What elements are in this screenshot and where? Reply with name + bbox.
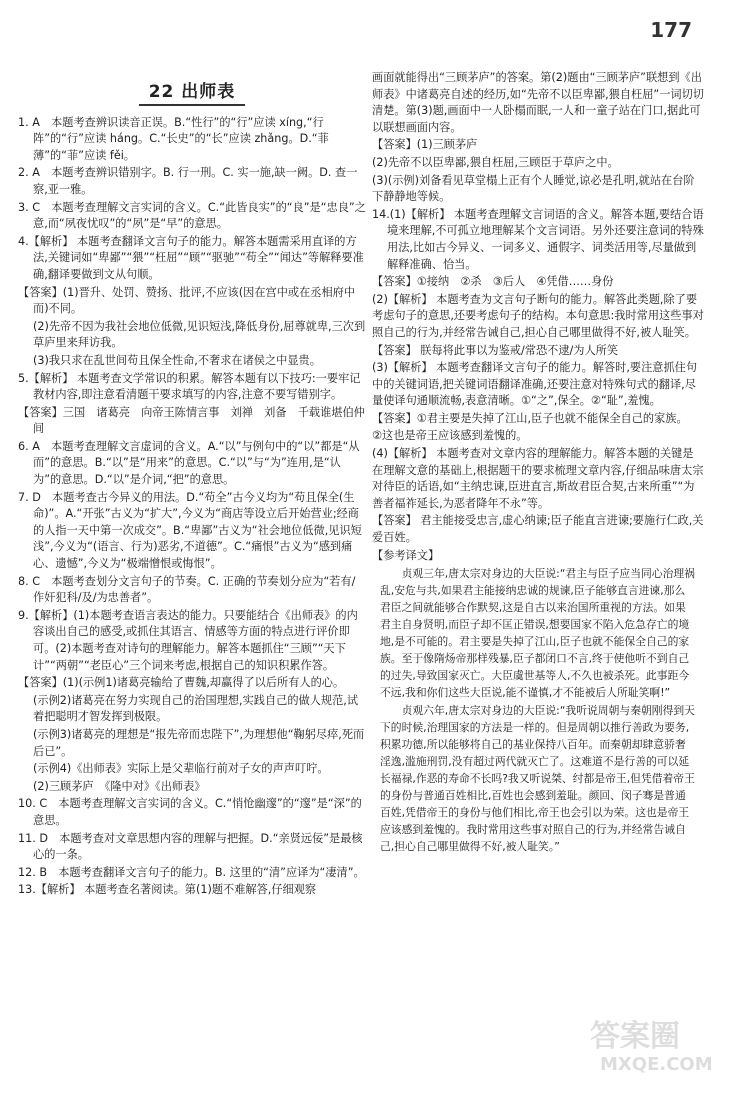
left-paragraph: 4.【解析】 本题考查翻译文言句子的能力。解答本题需采用直译的方法,关键词如“卑鄙”“猥”“枉屈”“顾”“驱驰”“苟全”“闻达”等解释要准确,翻译要做到文从句顺。 xyxy=(18,234,364,281)
left-paragraph: 2. A 本题考查辨识错别字。B. 行一刑。C. 实一施,缺一阙。D. 查一察,亚一雅。 xyxy=(18,166,358,196)
right-paragraph: ②这也是帝王应该感到羞愧的。 xyxy=(372,429,528,443)
left-paragraph: (示例2)诸葛亮在努力实现自己的治国理想,实践自己的做人规范,试着把聪明才智发挥到极限。 xyxy=(33,693,359,724)
right-paragraph: 画面就能得出“三顾茅庐”的答案。第(2)题由“三顾茅庐”联想到《出师表》中诸葛亮自述的经历,如“先帝不以臣卑鄙,猥自枉屈”一词切切清楚。第(3)题,画面中一人卧榻而眠,一人和一童子站在门口,据此可以联想画面内容。 xyxy=(372,71,704,134)
left-paragraph: 6. A 本题考查理解文言虚词的含义。A.“以”与例句中的“以”都是“从而”的意思。B.“以”是“用来”的意思。C.“以”与“为”连用,是“认为”的意思。D.“以”是介词,“把”的意思。 xyxy=(18,439,360,487)
right-paragraph: 【答案】①君主要是失掉了江山,臣子也就不能保全自己的家族。 xyxy=(372,411,688,425)
left-paragraph: 1. A 本题考查辨识读音正误。B.“性行”的“行”应读 xíng,“行阵”的“行”应读 háng。C.“长史”的“长”应读 zhǎng。D.“菲薄”的“菲”应读 fěi。 xyxy=(18,115,329,162)
page-number: 177 xyxy=(650,18,692,42)
right-paragraph: 【答案】 君主能接受忠言,虚心纳谏;臣子能直言进谏;要施行仁政,关爱百姓。 xyxy=(372,514,704,545)
svg-text:MXQE.COM: MXQE.COM xyxy=(600,1054,713,1075)
right-body xyxy=(372,70,704,855)
left-paragraph: (示例3)诸葛亮的理想是“报先帝而忠陛下”,为理想他“鞠躬尽瘁,死而后已”。 xyxy=(33,727,365,758)
left-paragraph: 8. C 本题考查划分文言句子的节奏。C. 正确的节奏划分应为“若有/作奸犯科/及/为忠善者”。 xyxy=(18,574,356,605)
left-paragraph: 【答案】(1)晋升、处罚、赞扬、批评,不应该(因在宫中或在丞相府中而)不同。 xyxy=(18,285,356,316)
left-paragraph: 3. C 本题考查理解文言实词的含义。C.“此皆良实”的“良”是“忠良”之意,而“夙夜忧叹”的“夙”是“早”的意思。 xyxy=(18,200,366,231)
left-paragraph: (示例4)《出师表》实际上是父辈临行前对子女的声声叮咛。 xyxy=(33,762,329,776)
section-title xyxy=(18,84,366,105)
right-paragraph: 14.(1)【解析】 本题考查理解文言词语的含义。解答本题,要结合语境来理解,不可孤立地理解某个文言词语。另外还要注意词的特殊用法,比如古今异义、一词多义、通假字、词类活用等,尽量做到解释准确、恰当。 xyxy=(372,207,704,271)
left-paragraph: 13.【解析】 本题考查名著阅读。第(1)题不难解答,仔细观察 xyxy=(18,883,317,897)
right-paragraph: 【参考译文】 xyxy=(372,548,440,562)
left-paragraph: 9.【解析】(1)本题考查语言表达的能力。只要能结合《出师表》的内容谈出自己的感受,或抓住其语言、情感等方面的特点进行评价即可。(2)本题考查对诗句的理解能力。解答本题抓住“三顾”“天下计”“两朝”“老臣心”三个词来考虑,根据自己的知识积累作答。 xyxy=(18,608,358,672)
left-paragraph: 12. B 本题考查翻译文言句子的能力。B. 这里的“清”应译为“凄清”。 xyxy=(18,865,365,879)
left-paragraph: 5.【解析】 本题考查文学常识的积累。解答本题有以下技巧:一要牢记教材内容,即注意看清题干要求填写的内容,注意不要写错别字。 xyxy=(18,371,361,402)
left-paragraph: (2)先帝不因为我社会地位低微,见识短浅,降低身份,屈尊就卑,三次到草庐里来拜访我。 xyxy=(33,319,366,350)
right-paragraph: 【答案】 朕每将此事以为鉴戒/常恐不逮/为人所笑 xyxy=(372,343,619,357)
right-paragraph: 贞观六年,唐太宗对身边的大臣说:“我听说周朝与秦朝刚得到天下的时候,治理国家的方法是一样的。但是周朝以推行善政为要务,积累功德,所以能够将自己的基业保持八百年。而秦朝却肆意骄奢淫逸,滥施刑罚,没有超过两代就灭亡了。这难道不是行善的可以延长福禄,作恶的寿命不长吗?我又听说桀、纣都是帝王,但凭借着帝王的身份与普通百姓相比,百姓也会感到羞耻。颜回、闵子骞是普通百姓,凭借帝王的身份与他们相比,帝王也会引以为荣。这也是帝王应该感到羞愧的。我时常用这些事对照自己的行为,并经常告诫自己,担心自己哪里做得不好,被人耻笑。” xyxy=(380,704,695,854)
right-paragraph: 【答案】(1)三顾茅庐 xyxy=(372,138,478,152)
left-paragraph: (3)我只求在乱世间苟且保全性命,不奢求在诸侯之中显贵。 xyxy=(33,353,321,367)
right-paragraph: (4)【解析】 本题考查对文章内容的理解能力。解答本题的关键是在理解文意的基础上,根据题干的要求梳理文章内容,仔细品味唐太宗对待臣的话语,如“主纳忠谏,臣进直言,斯故君臣合契,古来所重”“为善者福祚延长,为恶者降年不永”等。 xyxy=(372,447,704,510)
watermark-logo-icon xyxy=(586,1012,736,1076)
left-paragraph: 11. D 本题考查对文章思想内容的理解与把握。D.“亲贤远佞”是最核心的一条。 xyxy=(18,831,363,862)
right-paragraph: (3)(示例)刘备看见草堂榻上正有个人睡觉,谅必是孔明,就站在台阶下静静地等候。 xyxy=(372,173,695,204)
svg-text:答案圈: 答案圈 xyxy=(590,1019,680,1054)
left-column xyxy=(18,84,366,900)
left-body xyxy=(18,115,366,899)
left-paragraph: 7. D 本题考查古今异义的用法。D.“苟全”古今义均为“苟且保全(生命)”。A.“开张”古义为“扩大”,今义为“商店等设立后开始营业;经商的人指一天中第一次成交”。B.“卑鄙”古义为“社会地位低微,见识短浅”,今义为“(语言、行为)恶劣,不道德”。C.“痛恨”古义为“感到痛心、遗憾”,今义为“极端憎恨或悔恨”。 xyxy=(18,490,362,571)
right-paragraph: (3)【解析】 本题考查翻译文言句子的能力。解答时,要注意抓住句中的关键词语,把关键词语翻译准确,还要注意对特殊句式的翻译,尽量使译句通顺流畅,表意清晰。①“之”,保全。②“耻”,羞愧。 xyxy=(372,361,698,408)
right-paragraph: 【答案】①接纳 ②杀 ③后人 ④凭借……身份 xyxy=(372,275,614,289)
section-title-text: 22 出师表 xyxy=(139,82,246,106)
right-paragraph: (2)先帝不以臣卑鄙,猥自枉屈,三顾臣于草庐之中。 xyxy=(372,155,619,169)
right-column xyxy=(372,70,704,856)
left-paragraph: 【答案】三国 诸葛亮 向帝王陈情言事 刘禅 刘备 千载谁堪伯仲间 xyxy=(18,405,365,436)
left-paragraph: (2)三顾茅庐 《隆中对》《出师表》 xyxy=(33,779,206,793)
left-paragraph: 【答案】(1)(示例1)诸葛亮输给了曹魏,却赢得了以后所有人的心。 xyxy=(18,676,345,690)
right-paragraph: 贞观三年,唐太宗对身边的大臣说:“君主与臣子应当同心治理祸乱,安危与共,如果君主能接纳忠诚的规谏,臣子能够直言进谏,那么君臣之间就能够合作默契,这是自古以来治国所重视的方法。如果君主自身贤明,而臣子却不匡正错误,想要国家不陷入危急存亡的境地,是不可能的。君主要是失掉了江山,臣子也就不能保全自己的家族。至于像隋炀帝那样残暴,臣子都闭口不言,终于使他听不到自己的过失,导致国家灭亡。大臣虞世基等人,不久也被杀死。此事距今不远,我和你们这些大臣说,能不谨慎,才不能被后人所耻笑啊!” xyxy=(380,567,695,700)
left-paragraph: 10. C 本题考查理解文言实词的含义。C.“悄怆幽邃”的“邃”是“深”的意思。 xyxy=(18,797,362,827)
right-paragraph: (2)【解析】 本题考查为文言句子断句的能力。解答此类题,除了要考虑句子的意思,还要考虑句子的结构。本句意思:我时常用这些事对照自己的行为,并经常告诫自己,担心自己哪里做得不好,被人耻笑。 xyxy=(372,292,704,339)
